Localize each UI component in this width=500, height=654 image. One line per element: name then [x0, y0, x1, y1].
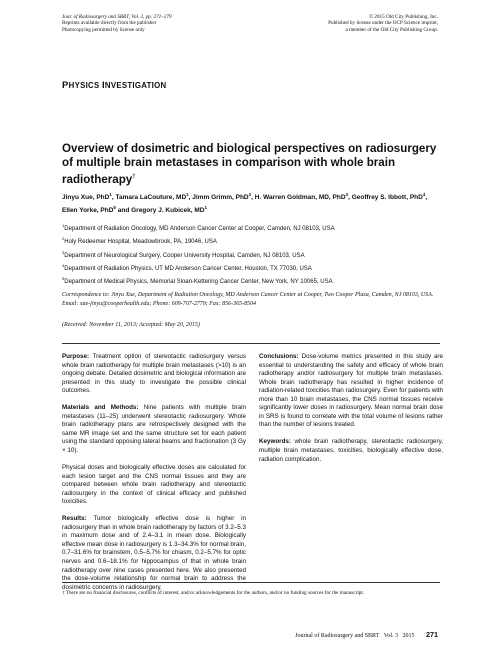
photocopy-note: Photocopying permitted by license only	[62, 26, 145, 33]
affiliation-number: 4	[62, 262, 65, 268]
author-affiliation-mark: 5	[113, 204, 116, 210]
author-name: Jimm Grimm, PhD	[192, 194, 249, 202]
author-separator: ,	[188, 194, 193, 202]
author-name: H. Warren Goldman, MD, PhD	[254, 194, 346, 202]
author-affiliation-mark: 2	[248, 192, 252, 197]
author-name: Tamara LaCouture, MD	[115, 194, 187, 202]
author-affiliation-mark: 1	[109, 192, 112, 197]
affiliation-item	[62, 261, 442, 274]
author-name: Gregory J. Kubicek, MD	[131, 206, 205, 214]
license-line: Published by license under the OCP Science imprint,	[328, 20, 438, 27]
author-affiliation-mark: 1	[186, 192, 189, 197]
footer-journal: Journal of Radiosurgery and SBRT	[295, 633, 380, 639]
footnote-rule	[62, 582, 440, 583]
correspondence: Correspondence to: Jinyu Xue, Department of Radiation Oncology, MD Anderson Cancer Center at Cooper, Two Cooper Plaza, Camden, NJ 08103, USA. Email: xue-jinyu@cooperhealth.edu; Phone: 609-707-2779; Fax: 856-365-8504	[62, 292, 434, 307]
footer-volume: Vol. 3	[383, 633, 398, 639]
author-name: Ellen Yorke, PhD	[62, 206, 114, 214]
methods-paragraph-2: Physical doses and biologically effective doses are calculated for each lesion target and the CNS normal tissues and they are compared between whole brain radiotherapy and stereotactic radiosurgery in the context of clinical efficacy and published toxicities.	[62, 464, 246, 506]
section-label: PHYSICS INVESTIGATION	[62, 80, 167, 91]
affiliation-text: Department of Radiation Physics, UT MD Anderson Cancer Center, Houston, TX 77030, USA	[64, 265, 312, 272]
author-affiliation-mark: 1	[204, 204, 207, 210]
journal-header-left	[62, 14, 172, 33]
affiliation-item	[62, 274, 442, 287]
results-paragraph: Results: Tumor biologically effective dose is higher in radiosurgery than in whole brain radiotherapy by factors of 3.2–5.3 in maximum dose and of 2.4–3.1 in mean dose. Biologically effective mean dose in radiosurgery is 1.3–34.3% for normal brain, 0.7–31.6% for brainstem, 0.5–5.7% for chiasm, 0.2–5.7% for optic nerves and 0.6–18.1% for hippocampus of that in whole brain radiotherapy over nine cases presented here. We also presented the dose-volume relationship for normal brain to address the dosimetric concerns in radiosurgery.	[62, 515, 247, 591]
article-title: Overview of dosimetric and biological perspectives on radiosurgery of multiple brain metastases in comparison with whole brain radiotherapy†	[62, 142, 437, 186]
affiliation-text: Holy Redeemer Hospital, Meadowbrook, PA, 19046, USA	[64, 239, 217, 246]
author-affiliation-mark: 3	[345, 192, 349, 197]
received-dates: (Received: November 11, 2013; Accepted: May 20, 2015)	[62, 322, 200, 328]
affiliation-number: 2	[62, 236, 65, 242]
author-separator: ,	[425, 194, 428, 202]
author-separator: and	[115, 206, 132, 214]
author-separator: ,	[111, 194, 116, 202]
author-list	[62, 190, 442, 216]
conclusions-paragraph: Conclusions: Dose-volume metrics presented in this study are essential to understanding the safety and efficacy of whole brain radiotherapy and/or radiosurgery for multiple brain metastases. Whole brain radiotherapy has resulted in higher incidence of radiation-related toxicities than radiosurgery. Even for patients with more than 10 brain metastases, the CNS normal tissues receive significantly lower doses in radiosurgery. Mean normal brain dose in SRS is found to correlate with the total volume of lesions rather than the number of lesions treated.	[259, 353, 444, 429]
abstract-left-column	[62, 353, 246, 601]
page-footer	[295, 630, 438, 639]
affiliation-number: 1	[62, 223, 65, 228]
affiliation-text: Department of Medical Physics, Memorial Sloan-Kettering Cancer Center, New York, NY 10065, USA	[64, 279, 333, 286]
footer-year: 2015	[402, 633, 415, 639]
page-number: 271	[426, 630, 438, 639]
footnote: † There are no financial disclosures, conflicts of interest, and/or acknowledgements for the authors, and/or no funding sources for the manuscript.	[62, 590, 365, 596]
reprint-note: Reprints available directly from the publisher	[62, 20, 157, 27]
affiliation-number: 3	[62, 249, 65, 255]
affiliation-item	[62, 248, 442, 261]
copyright-line: © 2015 Old City Publishing, Inc.	[369, 14, 438, 20]
author-affiliation-mark: 4	[422, 192, 426, 197]
keywords-paragraph: Keywords: whole brain radiotherapy, stereotactic radiosurgery, multiple brain metastases, toxicities, biologically effective dose, radiation complication.	[259, 438, 443, 463]
affiliation-list	[62, 221, 442, 287]
author-name: Geoffrey S. Ibbott, PhD	[351, 194, 423, 202]
journal-header-right	[328, 14, 438, 33]
affiliation-text: Department of Neurological Surgery, Cooper University Hospital, Camden, NJ 08103, USA	[64, 252, 305, 259]
affiliation-number: 5	[62, 276, 65, 282]
methods-paragraph: Materials and Methods: Nine patients with multiple brain metastases (11–25) underwent stereotactic radiosurgery. Whole brain radiotherapy plans are retrospectively designed with the same MR image set and the same structure set for each patient using the standard opposing lateral beams and fractionation (3 Gy × 10).	[62, 404, 246, 454]
affiliation-text: Department of Radiation Oncology, MD Anderson Cancer Center at Cooper, Camden, NJ 08103, USA	[64, 226, 335, 232]
title-footnote-mark: †	[132, 174, 136, 180]
author-separator: ,	[251, 194, 255, 202]
affiliation-item	[62, 234, 442, 247]
author-name: Jinyu Xue, PhD	[62, 194, 110, 202]
journal-citation: Jour. of Radiosurgery and SBRT, Vol. 3, pp. 271–279	[62, 14, 172, 20]
purpose-paragraph: Purpose: Treatment option of stereotactic radiosurgery versus whole brain radiotherapy for multiple brain metastases (>10) is an ongoing debate. Detailed dosimetric and biological information are presented in this study to investigate the possible clinical outcomes.	[62, 353, 246, 395]
publisher-group-line: a member of the Old City Publishing Group.	[345, 26, 438, 33]
abstract-top-rule	[62, 343, 440, 344]
affiliation-item	[62, 221, 442, 234]
abstract-right-column	[259, 353, 443, 473]
author-separator: ,	[348, 194, 352, 202]
